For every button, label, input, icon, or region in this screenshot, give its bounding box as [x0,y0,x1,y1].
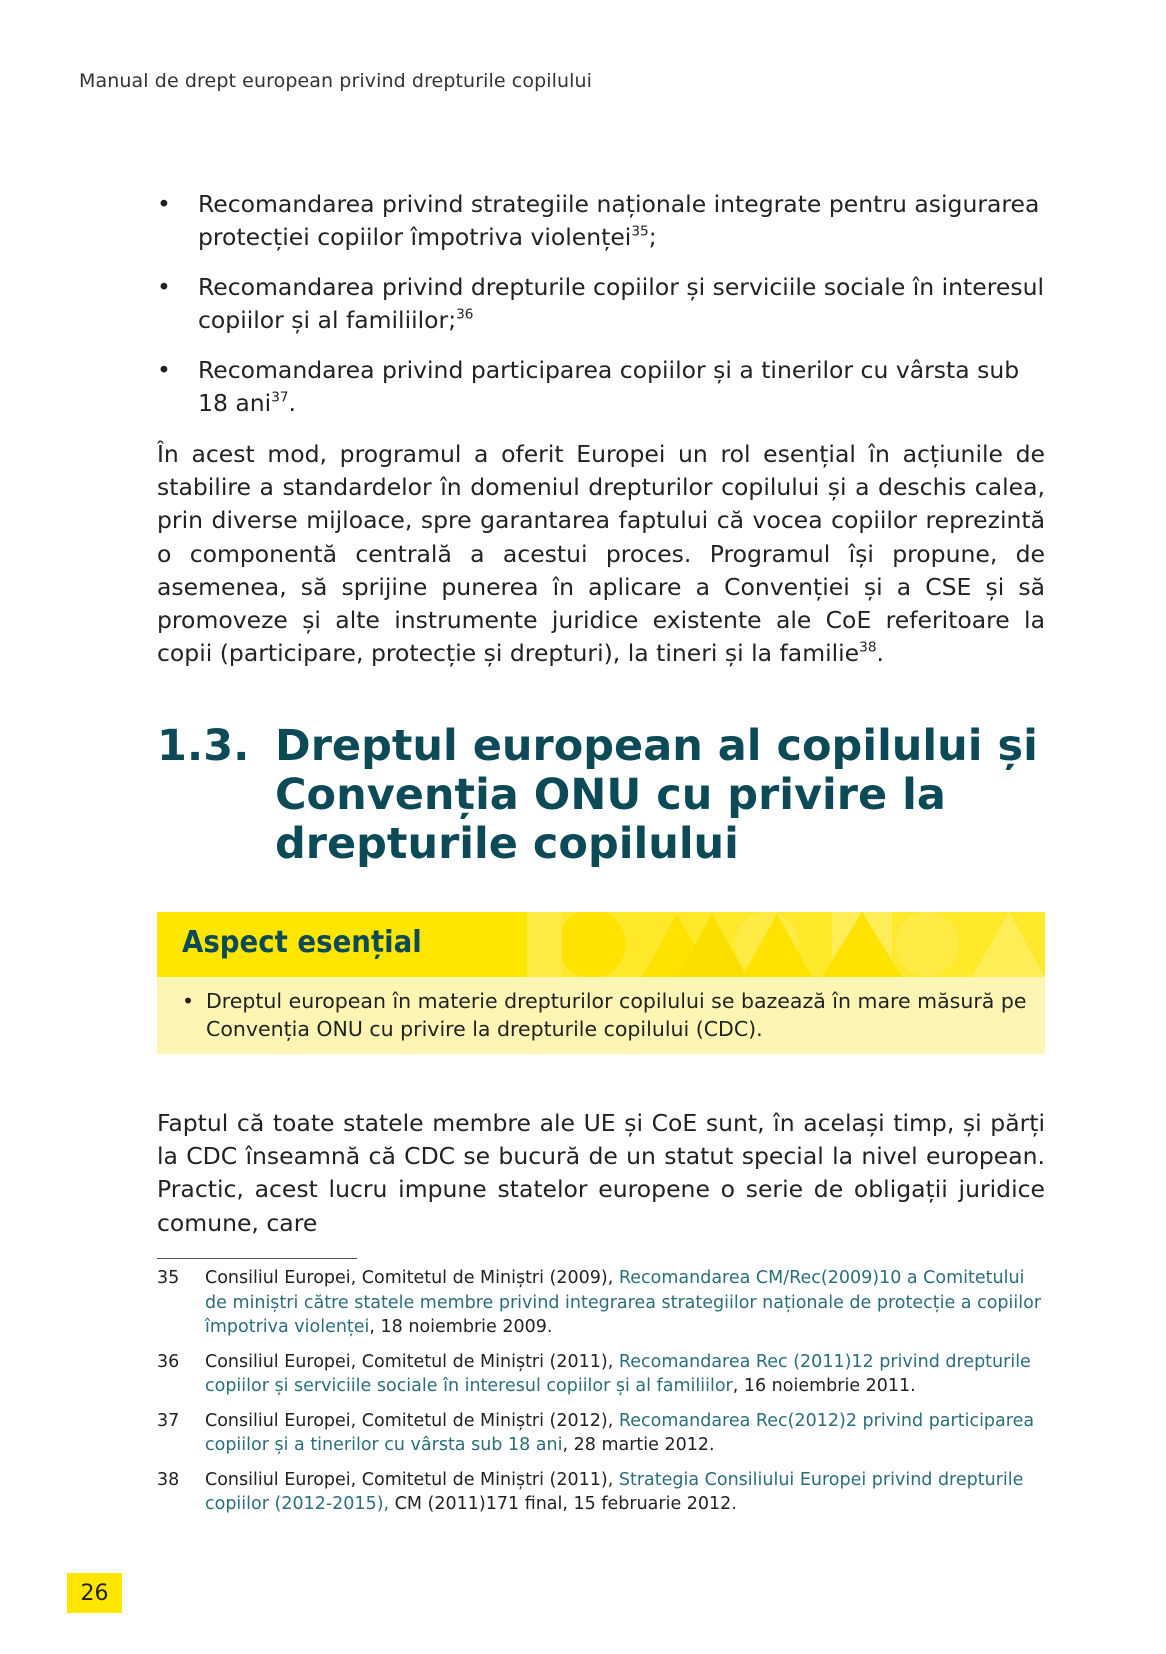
list-item-text: Recomandarea privind drepturile copiilor și serviciile sociale în interesul copiilor și al familiilor; [198,273,1044,334]
footnote-text: Consiliul Europei, Comitetul de Miniștri (2011), [205,1351,619,1372]
list-item [157,354,1045,420]
key-point-text: Dreptul european în materie drepturilor copilului se bazează în mare măsură pe Convenția ONU cu privire la drepturile copilului (CDC). [206,989,1027,1041]
recommendation-list [157,188,1045,437]
footnote-text: Consiliul Europei, Comitetul de Miniștri (2012), [205,1410,619,1431]
footnote-link[interactable]: Recomandarea CM/Rec(2009)10 a Comitetului de miniștri către statele membre privind integrarea strategiilor naționale de protecție a copiilor împotriva violenței [205,1268,1042,1337]
section-number: 1.3. [157,721,250,771]
key-point-title: Aspect esențial [182,925,422,960]
footnote-text: Consiliul Europei, Comitetul de Miniștri (2011), [205,1469,619,1490]
page-number: 26 [67,1573,122,1613]
footnote-divider [157,1258,357,1259]
list-item [157,188,1045,254]
footnote-ref[interactable]: 38 [859,639,877,656]
footnote-text: , 28 martie 2012. [562,1435,715,1455]
footnote-text: , 16 noiembrie 2011. [732,1376,916,1396]
footnote [157,1266,1045,1340]
bullet-icon: • [182,989,195,1013]
bullet-icon: • [157,190,171,218]
key-point-item [182,988,1046,1043]
footnote-text: Consiliul Europei, Comitetul de Miniștri (2009), [205,1268,619,1288]
paragraph-text: În acest mod, programul a oferit Europei un rol esențial în acțiunile de stabilire a standardelor în domeniul drepturilor copilului și a deschis calea, prin diverse mijloace, spre garantarea faptului că vocea copiilor reprezintă o componentă centrală a acestui proces. Programul își propune, de asemenea, să sprijine punerea în aplicare a Convenției și a CSE și să promoveze și alte instrumente juridice existente ale CoE referitoare la copii (participare, protecție și drepturi), la tineri și la familie [157,440,1045,668]
footnote-link[interactable]: Strategia Consiliului Europei privind drepturile copiilor (2012-2015), [205,1469,1024,1514]
body-paragraph [157,438,1045,670]
footnote-text: , 18 noiembrie 2009. [369,1317,553,1337]
footnote-number: 35 [157,1268,180,1288]
footnote-ref[interactable]: 36 [456,306,474,323]
list-item-punct: . [288,389,297,417]
paragraph-punct: . [876,639,884,668]
footnote-ref[interactable]: 37 [271,389,289,406]
key-point-header [157,912,1045,977]
paragraph-text: Faptul că toate statele membre ale UE și CoE sunt, în același timp, și părți la CDC înseamnă că CDC se bucură de un statut special la nivel european. Practic, acest lucru impune statelor europene o serie de obligații juridice comune, care [157,1109,1045,1237]
list-item-punct: ; [648,223,657,251]
footnote [157,1468,1045,1517]
body-paragraph [157,1107,1045,1240]
footnote [157,1350,1045,1399]
footnote-link[interactable]: Recomandarea Rec(2012)2 privind participarea copiilor și a tinerilor cu vârsta sub 18 ani [205,1410,1035,1455]
list-item-text: Recomandarea privind strategiile naționale integrate pentru asigurarea protecției copiilor împotriva violenței [198,190,1040,251]
footnote [157,1409,1045,1458]
footnote-ref[interactable]: 35 [631,223,649,240]
list-item [157,271,1045,337]
key-point-box [157,912,1045,1054]
section-title: Dreptul european al copilului și Convenția ONU cu privire la drepturile copilului [275,721,1038,869]
footnotes [157,1266,1045,1527]
decorative-pattern-icon [527,912,1045,977]
bullet-icon: • [157,273,171,301]
footnote-text: CM (2011)171 final, 15 februarie 2012. [389,1494,737,1514]
footnote-link[interactable]: Recomandarea Rec (2011)12 privind drepturile copiilor și serviciile sociale în interesul copiilor și al familiilor [205,1351,1031,1396]
footnote-number: 38 [157,1469,180,1490]
footnote-number: 37 [157,1410,180,1431]
list-item-text: Recomandarea privind participarea copiilor și a tinerilor cu vârsta sub 18 ani [198,356,1020,417]
footnote-number: 36 [157,1351,180,1372]
running-header: Manual de drept european privind drepturile copilului [79,70,593,92]
bullet-icon: • [157,356,171,384]
